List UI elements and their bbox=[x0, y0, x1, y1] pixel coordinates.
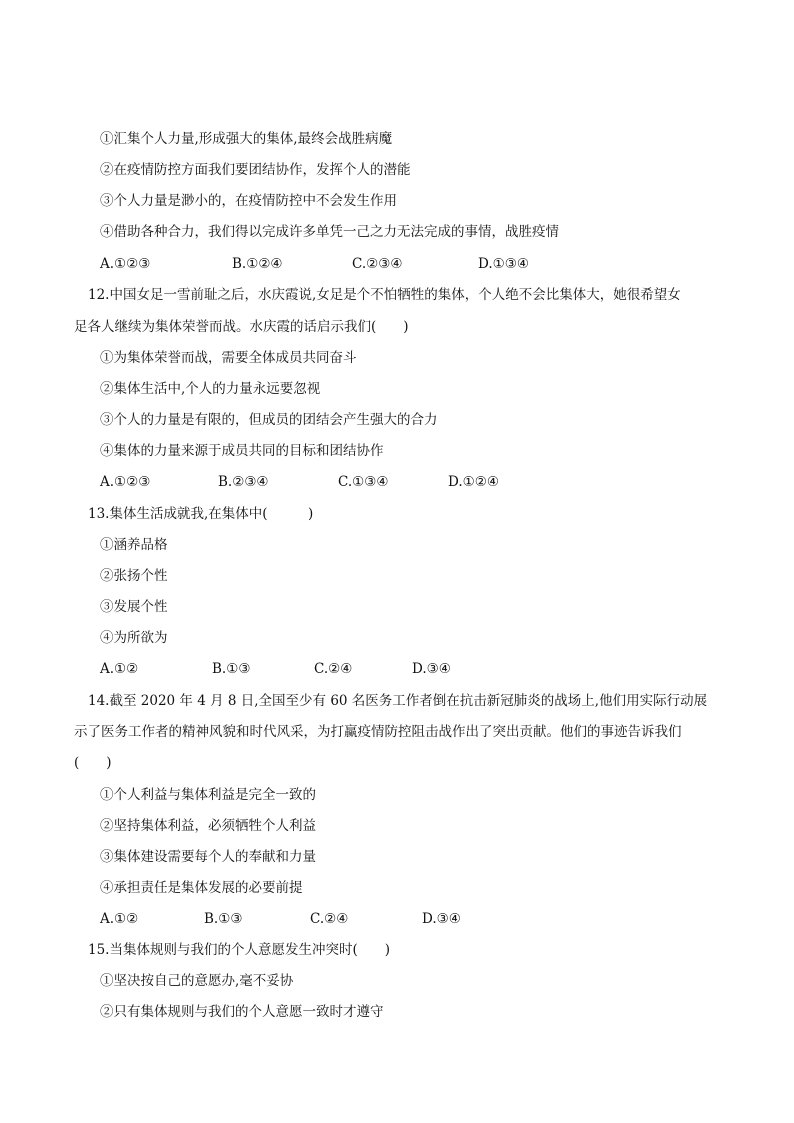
q12-choice-b: B.②③④ bbox=[218, 474, 269, 490]
q14-choice-d: D.③④ bbox=[422, 911, 461, 927]
q12-option-1: ①为集体荣誉而战，需要全体成员共同奋斗 bbox=[100, 350, 357, 366]
q15-option-2: ②只有集体规则与我们的个人意愿一致时才遵守 bbox=[100, 1004, 384, 1020]
q11-choice-b: B.①②④ bbox=[232, 256, 283, 272]
q14-stem-line-2: 示了医务工作者的精神风貌和时代风采，为打赢疫情防控阻击战作出了突出贡献。他们的事迹告诉我们 bbox=[74, 724, 682, 740]
q13-stem: 13.集体生活成就我,在集体中( ) bbox=[88, 506, 314, 522]
q12-choice-d: D.①②④ bbox=[448, 474, 499, 490]
q13-option-4: ④为所欲为 bbox=[100, 630, 168, 646]
q12-choice-a: A.①②③ bbox=[100, 474, 151, 490]
q14-stem-line-1: 14.截至 2020 年 4 月 8 日,全国至少有 60 名医务工作者倒在抗击新冠肺炎的战场上,他们用实际行动展 bbox=[88, 693, 708, 709]
q14-choice-c: C.②④ bbox=[310, 911, 349, 927]
q11-option-4: ④借助各种合力，我们得以完成许多单凭一己之力无法完成的事情，战胜疫情 bbox=[100, 224, 559, 240]
q13-choice-d: D.③④ bbox=[412, 661, 451, 677]
q15-stem: 15.当集体规则与我们的个人意愿发生冲突时( ) bbox=[88, 942, 391, 958]
q13-choice-a: A.①② bbox=[100, 661, 139, 677]
q14-option-2: ②坚持集体利益，必须牺牲个人利益 bbox=[100, 818, 316, 834]
q12-choice-c: C.①③④ bbox=[338, 474, 389, 490]
q11-choice-c: C.②③④ bbox=[352, 256, 403, 272]
q14-option-4: ④承担责任是集体发展的必要前提 bbox=[100, 880, 303, 896]
q11-choice-a: A.①②③ bbox=[100, 256, 151, 272]
q11-choice-d: D.①③④ bbox=[478, 256, 529, 272]
q12-stem-line-1: 12.中国女足一雪前耻之后，水庆霞说,女足是个不怕牺牲的集体，个人绝不会比集体大，她很希望女 bbox=[88, 287, 681, 303]
q15-option-1: ①坚决按自己的意愿办,毫不妥协 bbox=[100, 973, 294, 989]
q11-option-1: ①汇集个人力量,形成强大的集体,最终会战胜病魔 bbox=[100, 131, 393, 147]
q13-choice-c: C.②④ bbox=[314, 661, 353, 677]
q14-choice-a: A.①② bbox=[100, 911, 139, 927]
q13-choice-b: B.①③ bbox=[212, 661, 251, 677]
q13-option-2: ②张扬个性 bbox=[100, 568, 168, 584]
q14-option-3: ③集体建设需要每个人的奉献和力量 bbox=[100, 849, 316, 865]
q11-option-3: ③个人力量是渺小的，在疫情防控中不会发生作用 bbox=[100, 193, 397, 209]
q12-option-2: ②集体生活中,个人的力量永远要忽视 bbox=[100, 381, 321, 397]
q11-option-2: ②在疫情防控方面我们要团结协作，发挥个人的潜能 bbox=[100, 162, 411, 178]
q13-option-1: ①涵养品格 bbox=[100, 537, 168, 553]
q12-option-4: ④集体的力量来源于成员共同的目标和团结协作 bbox=[100, 443, 384, 459]
q13-option-3: ③发展个性 bbox=[100, 599, 168, 615]
q12-option-3: ③个人的力量是有限的，但成员的团结会产生强大的合力 bbox=[100, 412, 438, 428]
q12-stem-line-2: 足各人继续为集体荣誉而战。水庆霞的话启示我们( ) bbox=[74, 319, 409, 335]
q14-option-1: ①个人利益与集体利益是完全一致的 bbox=[100, 787, 316, 803]
q14-stem-line-3: ( ) bbox=[74, 755, 112, 771]
q14-choice-b: B.①③ bbox=[204, 911, 243, 927]
